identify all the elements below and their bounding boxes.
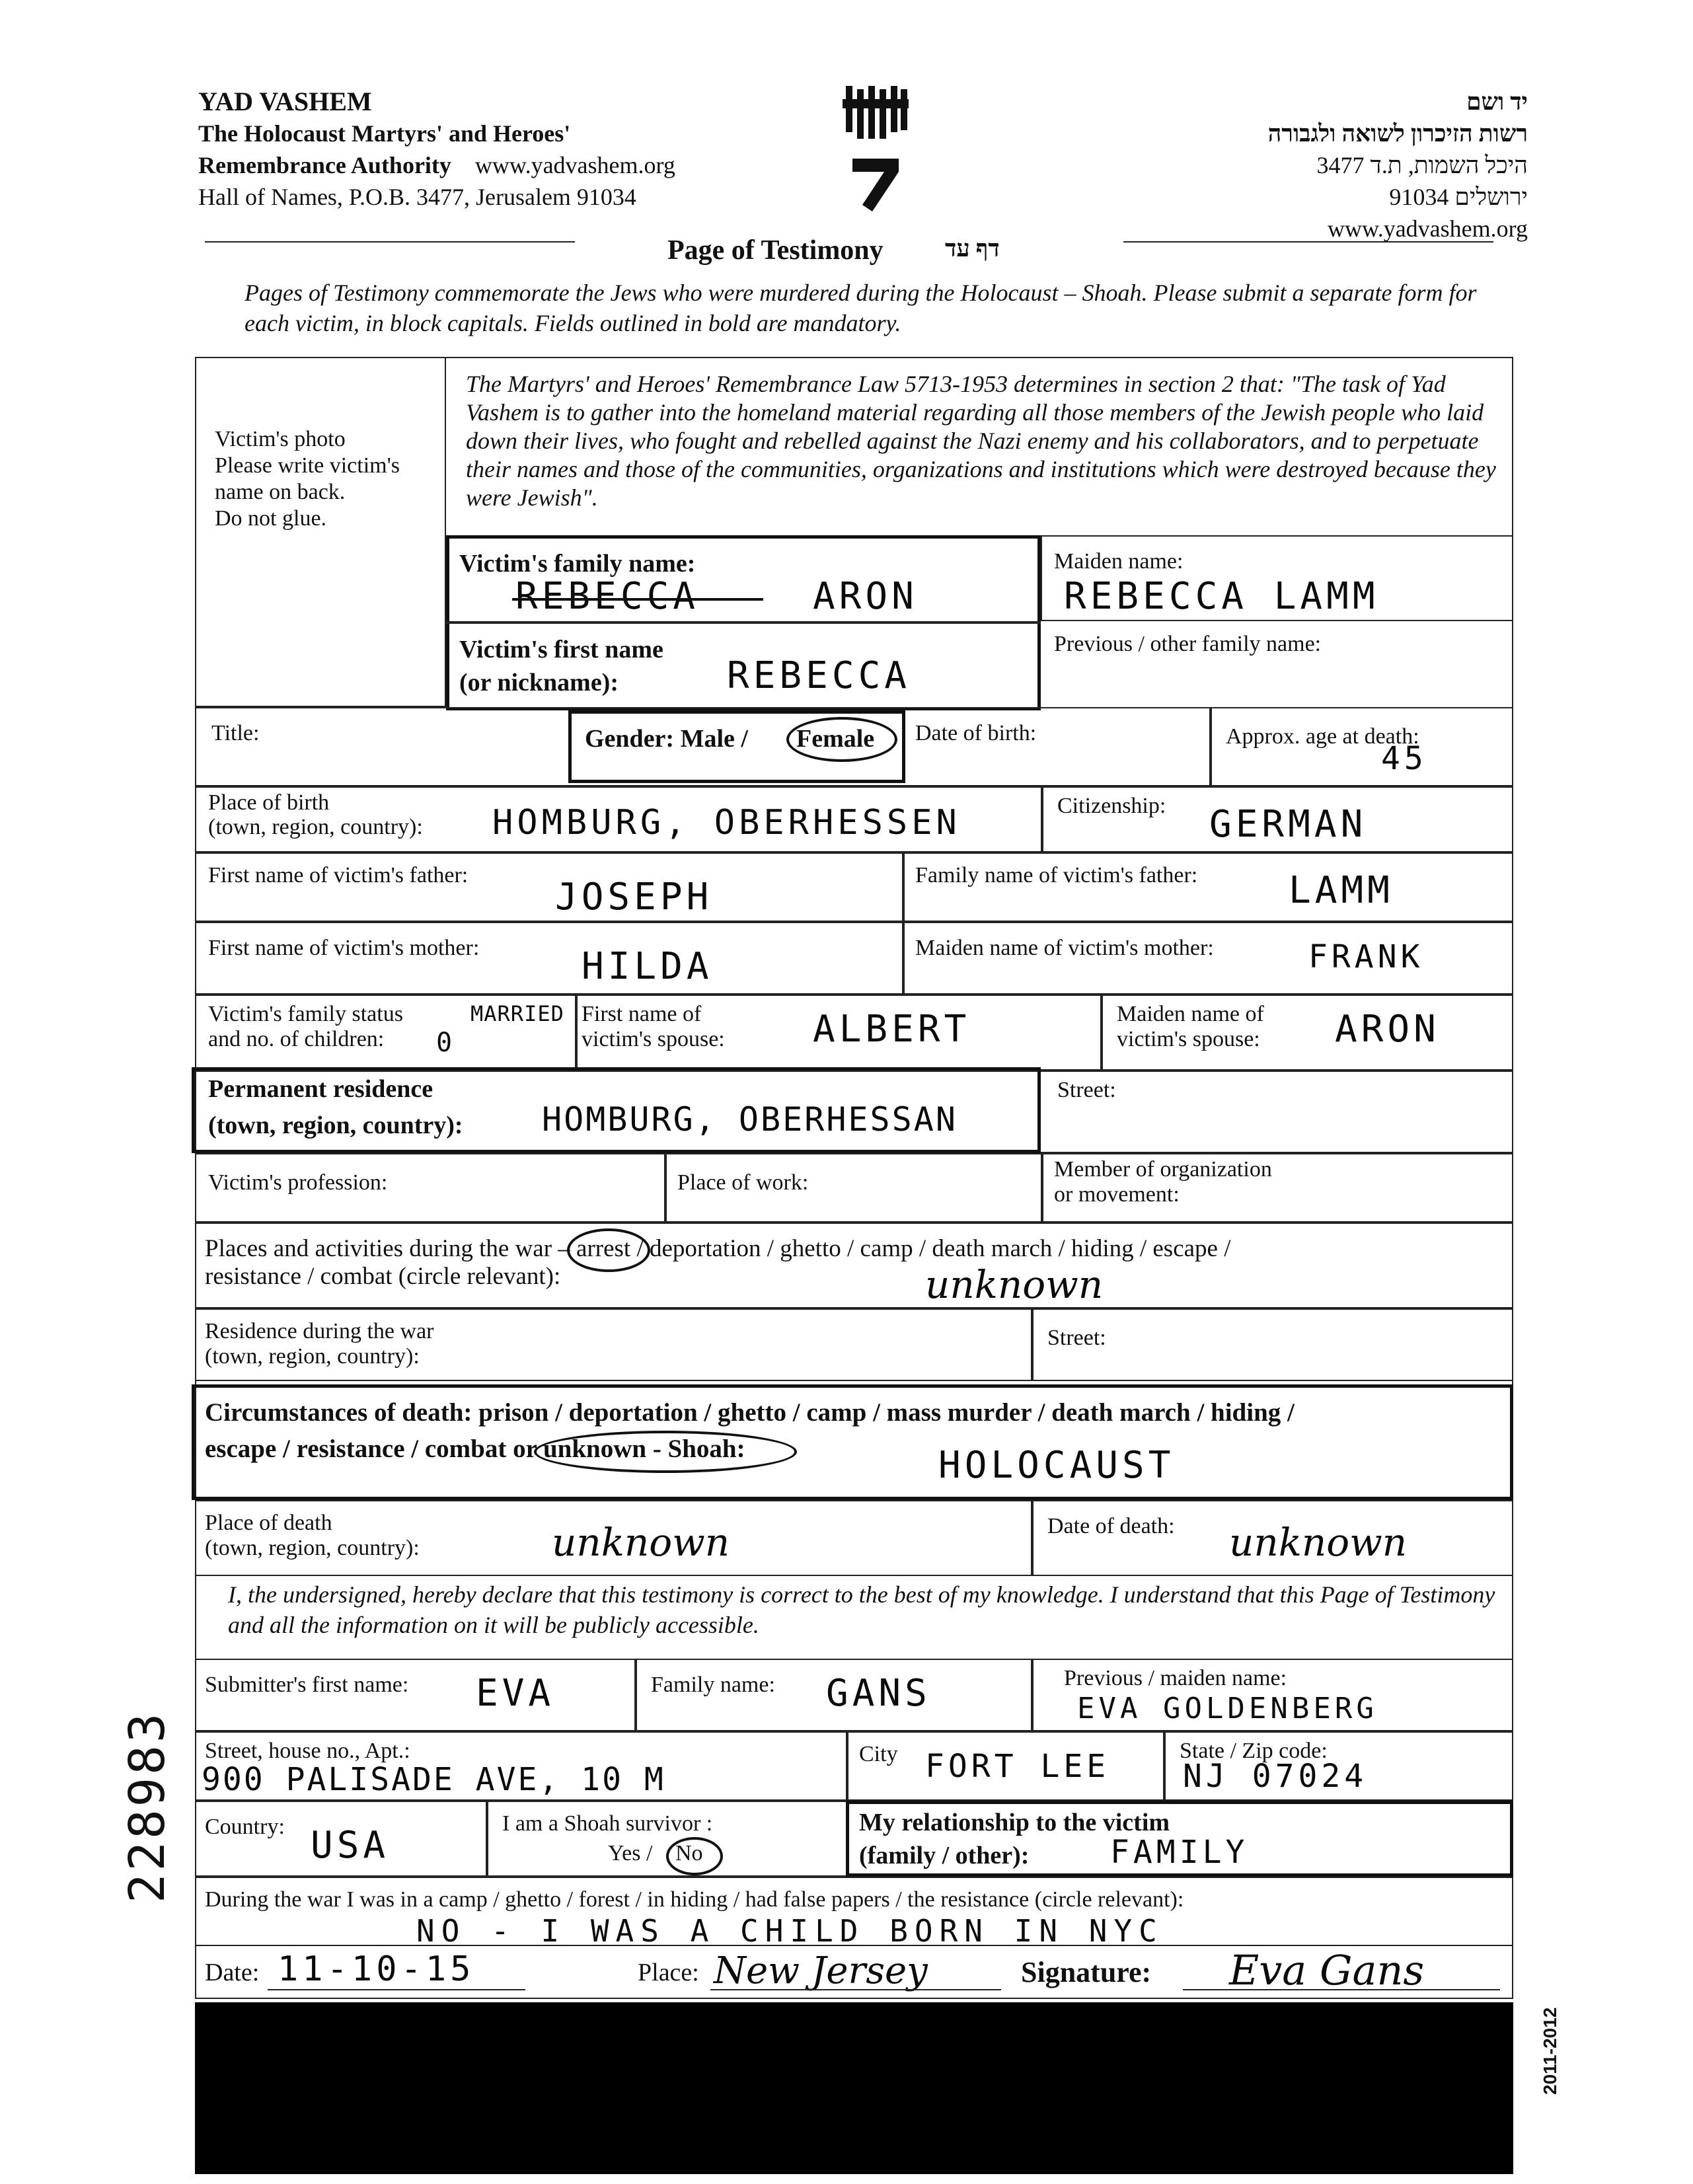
father-first-value[interactable]: JOSEPH [555,876,713,919]
first-name-label-1: Victim's first name [459,636,663,663]
arrest-text: arrest [576,1235,631,1262]
org-name: YAD VASHEM [198,87,372,116]
date-death-label: Date of death: [1047,1514,1175,1538]
spouse-maiden-label-2: victim's spouse: [1117,1027,1260,1051]
photo-note-2: Please write victim's [215,453,400,478]
street-label: Street: [1057,1078,1116,1102]
family-status-label-1: Victim's family status [208,1002,403,1026]
heb-line4: ירושלים 91034 [1389,184,1528,210]
city-value[interactable]: FORT LEE [925,1748,1110,1785]
spouse-first-label-1: First name of [582,1002,702,1026]
street-address-value[interactable]: 900 PALISADE AVE, 10 M [202,1761,665,1798]
citizenship-label: Citizenship: [1057,794,1166,818]
dob-label: Date of birth: [915,721,1037,745]
signature-label: Signature: [1021,1956,1152,1988]
relationship-label-1: My relationship to the victim [859,1809,1170,1836]
divider [575,995,578,1071]
during-war-label: During the war I was in a camp / ghetto / forest / in hiding / had false papers / the resistance (circle relevant): [205,1887,1184,1912]
divider [486,1801,488,1877]
death-circ-text: escape / resistance / combat or [205,1435,537,1463]
submitter-first-value[interactable]: EVA [476,1672,555,1715]
father-family-label: Family name of victim's father: [915,863,1198,887]
photo-note-4: Do not glue. [215,506,327,531]
war-places-label-1 [205,1236,1231,1262]
country-label: Country: [205,1815,285,1839]
age-label: Approx. age at death: [1226,724,1419,749]
unknown-text: unknown - Shoah: [543,1435,745,1463]
photo-note-1: Victim's photo [215,427,346,451]
divider [902,922,905,995]
father-family-value[interactable]: LAMM [1289,869,1394,912]
divider [1041,1153,1043,1223]
female-circle [786,717,897,762]
photo-note [215,426,439,532]
declaration: I, the undersigned, hereby declare that this testimony is correct to the best of my knowledge. I understand that this Page of Testimony and all the information on it will be publicly accessible. [228,1581,1495,1638]
residence-value[interactable]: HOMBURG, OBERHESSAN [542,1100,958,1139]
place-line [710,1989,1001,1990]
spouse-first-label-2: victim's spouse: [582,1027,725,1051]
during-war-value[interactable]: NO - I WAS A CHILD BORN IN NYC [416,1913,1164,1949]
pob-value[interactable]: HOMBURG, OBERHESSEN [492,803,961,843]
heb-website: www.yadvashem.org [1328,215,1528,242]
children-value[interactable]: 0 [436,1028,457,1058]
pob-label-1: Place of birth [208,790,330,815]
divider [446,621,1041,624]
org-line2: The Holocaust Martyrs' and Heroes' [198,120,571,147]
family-name-struck: REBECCA [515,575,700,618]
mother-first-value[interactable]: HILDA [582,945,713,988]
divider [1041,786,1043,852]
city-label: City [859,1742,898,1766]
survivor-no[interactable]: No [675,1841,703,1865]
member-label-1: Member of organization [1054,1157,1272,1182]
previous-name-label: Previous / other family name: [1054,632,1322,656]
divider [1031,1659,1034,1731]
relationship-value[interactable]: FAMILY [1110,1834,1249,1871]
divider [1209,707,1212,786]
redaction-bar [195,2002,1513,2174]
spouse-maiden-label-1: Maiden name of [1117,1002,1264,1026]
spouse-maiden-value[interactable]: ARON [1335,1008,1440,1051]
divider [1031,1308,1034,1381]
war-places-rest: / deportation / ghetto / camp / death march / hiding / escape / [636,1235,1231,1262]
family-status-value[interactable]: MARRIED [470,1001,564,1026]
place-death-label-2: (town, region, country): [205,1536,420,1560]
row-profession [195,1153,1513,1223]
photo-note-3: name on back. [215,480,346,504]
residence-label-2: (town, region, country): [208,1111,463,1139]
war-places-text: Places and activities during the war – [205,1235,570,1262]
war-residence-label-2: (town, region, country): [205,1344,420,1369]
gender-female[interactable]: Female [796,725,875,753]
submitter-family-value[interactable]: GANS [826,1672,931,1715]
date-death-value[interactable]: unknown [1229,1520,1408,1565]
state-label: State / Zip code: [1180,1739,1328,1763]
no-circle [666,1837,723,1875]
divider [634,1659,637,1731]
submitter-previous-label: Previous / maiden name: [1064,1666,1287,1690]
place-death-value[interactable]: unknown [552,1520,730,1565]
family-name-label: Victim's family name: [459,550,696,578]
death-circ-label-2 [205,1434,745,1464]
divider [1100,995,1103,1071]
war-places-label-2: resistance / combat (circle relevant): [205,1263,561,1290]
family-name-value[interactable]: ARON [813,575,918,618]
death-circ-unknown[interactable] [543,1435,745,1463]
divider-right [1123,241,1493,243]
country-value[interactable]: USA [311,1824,390,1867]
death-circ-label-1: Circumstances of death: prison / deportation / ghetto / camp / mass murder / death march / hiding / [205,1398,1295,1427]
survivor-yes[interactable]: Yes / [608,1841,653,1865]
pob-label-2: (town, region, country): [208,815,423,839]
mother-first-label: First name of victim's mother: [208,936,480,960]
address: Hall of Names, P.O.B. 3477, Jerusalem 91034 [198,184,636,210]
heb-line1: יד ושם [1466,89,1528,115]
divider [1031,1500,1034,1576]
website: www.yadvashem.org [474,152,675,178]
relationship-label-2: (family / other): [859,1842,1030,1869]
war-street-label: Street: [1047,1326,1106,1350]
law-text: The Martyrs' and Heroes' Remembrance Law 5713-1953 determines in section 2 that: "The task of Yad Vashem is to gather into the homeland material regarding all those members of the Jewish people who laid down their lives, who fought and rebelled against the Nazi enemy and his collaborators, and to perpetuate their names and those of the communities, organizations and institutions which were destroyed because they were Jewish". [466,371,1496,511]
org-line3: Remembrance Authority [198,152,451,178]
side-number: 228983 [119,1710,176,1903]
war-places-value[interactable]: unknown [925,1262,1104,1307]
strike-line [512,598,763,601]
citizenship-value[interactable]: GERMAN [1209,803,1367,846]
date-value[interactable]: 11-10-15 [278,1949,475,1989]
family-status-label-2: and no. of children: [208,1027,385,1051]
heb-line2: רשות הזיכרון לשואה ולגבורה [1267,120,1528,147]
org-block [198,86,675,213]
divider [1163,1731,1166,1801]
street-address-label: Street, house no., Apt.: [205,1739,410,1763]
intro-text: Pages of Testimony commemorate the Jews who were murdered during the Holocaust – Shoah. Please submit a separate form for each victim, in block capitals. Fields outlined in bold are mandatory. [245,280,1477,336]
gender-label: Gender: Male / [585,725,748,753]
profession-label: Victim's profession: [208,1170,388,1195]
divider [846,1731,848,1801]
date-label: Date: [205,1959,260,1986]
spouse-first-value[interactable]: ALBERT [813,1008,971,1051]
submitter-first-label: Submitter's first name: [205,1673,409,1697]
hebrew-header [1268,86,1528,245]
war-places-arrest[interactable] [576,1235,630,1262]
footer-code: 2011-2012 [1540,2007,1560,2095]
place-value[interactable]: New Jersey [714,1949,928,1992]
yad-vashem-logo-icon [839,86,912,218]
heb-line3: היכל השמות, ת.ד 3477 [1316,152,1528,178]
work-label: Place of work: [677,1170,809,1195]
divider [664,1153,667,1223]
war-residence-label-1: Residence during the war [205,1319,434,1343]
place-death-label-1: Place of death [205,1511,332,1535]
survivor-label: I am a Shoah survivor : [502,1811,713,1836]
residence-label-1: Permanent residence [208,1075,433,1103]
photo-box [195,357,446,707]
age-value[interactable]: 45 [1381,740,1427,777]
place-label: Place: [638,1959,699,1986]
arrest-circle [567,1228,650,1272]
father-first-label: First name of victim's father: [208,863,469,887]
page-title: Page of Testimony [667,235,884,266]
signature-line [1183,1989,1500,1990]
mother-maiden-value[interactable]: FRANK [1308,938,1424,975]
maiden-name-label: Maiden name: [1054,549,1184,574]
first-name-value[interactable]: REBECCA [727,654,911,697]
unknown-circle [534,1431,797,1473]
state-value[interactable]: NJ 07024 [1183,1758,1368,1795]
maiden-name-value[interactable]: REBECCA LAMM [1064,575,1379,618]
date-line [268,1989,525,1990]
death-circ-value[interactable]: HOLOCAUST [938,1444,1175,1487]
page-title-hebrew: דף עד [945,235,1000,262]
submitter-family-label: Family name: [651,1673,775,1697]
submitter-previous-value[interactable]: EVA GOLDENBERG [1077,1692,1378,1725]
member-label-2: or movement: [1054,1182,1180,1207]
divider [902,852,905,922]
title-label: Title: [211,721,260,745]
divider-left [205,241,575,243]
mother-maiden-label: Maiden name of victim's mother: [915,936,1214,960]
first-name-label-2: (or nickname): [459,669,619,697]
signature-value[interactable]: Eva Gans [1229,1946,1425,1994]
